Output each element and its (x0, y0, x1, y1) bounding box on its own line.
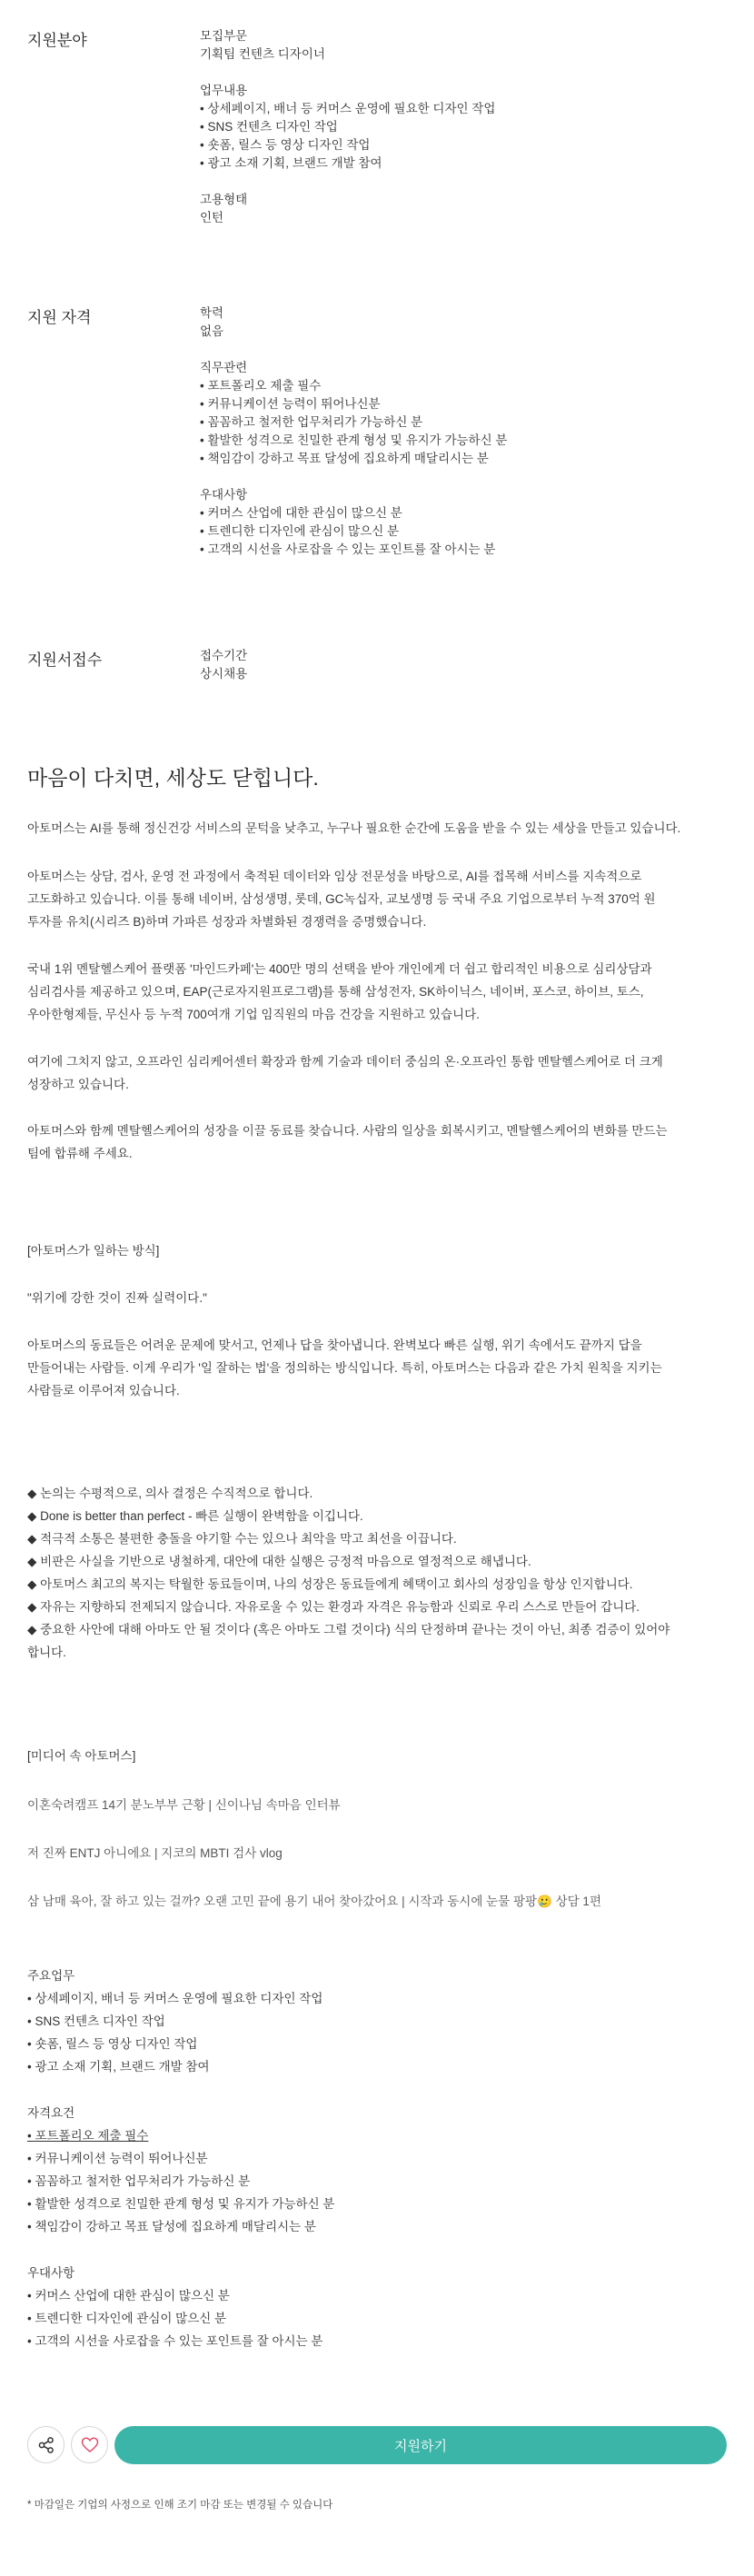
info-body-field (200, 27, 495, 227)
info-line: 우대사항 (200, 488, 248, 502)
media-link[interactable]: 삼 남매 육아, 잘 하고 있는 걸까? 오랜 고민 끝에 용기 내어 찾아갔어요 | 시작과 동시에 눈물 팡팡🥲 상담 1편 (27, 1895, 601, 1908)
share-icon (37, 2436, 55, 2454)
summary-item: • 커뮤니케이션 능력이 뛰어나신분 (27, 2152, 208, 2165)
info-line: • 커뮤니케이션 능력이 뛰어나신분 (200, 397, 381, 411)
info-line: • 숏폼, 릴스 등 영상 디자인 작업 (200, 138, 371, 152)
summary-item: • 트렌디한 디자인에 관심이 많으신 분 (27, 2312, 227, 2325)
summary-item: • 활발한 성격으로 친밀한 관계 형성 및 유지가 가능하신 분 (27, 2197, 335, 2211)
info-line: 접수기간 (200, 649, 248, 662)
info-line: 직무관련 (200, 361, 248, 374)
info-label-application: 지원서접수 (27, 651, 103, 669)
share-button[interactable] (27, 2426, 64, 2463)
info-line: • 꼼꼼하고 철저한 업무처리가 가능하신 분 (200, 415, 423, 429)
principle-item: ◆ 중요한 사안에 대해 아마도 안 될 것이다 (혹은 아마도 그럴 것이다) 식의 단정하며 끝나는 것이 아닌, 최종 검증이 있어야 (27, 1623, 670, 1636)
media-link[interactable]: 저 진짜 ENTJ 아니에요 | 지코의 MBTI 검사 vlog (27, 1846, 283, 1860)
intro-paragraph-line: 고도화하고 있습니다. 이를 통해 네이버, 삼성생명, 롯데, GC녹십자, 교보생명 등 국내 주요 기업으로부터 누적 370억 원 (27, 892, 656, 906)
intro-paragraph-line: 아토머스는 상담, 검사, 운영 전 과정에서 축적된 데이터와 임상 전문성을 바탕으로, AI를 접목해 서비스를 지속적으로 (27, 870, 642, 883)
summary-item: • 상세페이지, 배너 등 커머스 운영에 필요한 디자인 작업 (27, 1992, 323, 2005)
summary-title-duties: 주요업무 (27, 1969, 75, 1983)
principle-item-cont: 합니다. (27, 1646, 66, 1659)
like-button[interactable] (71, 2426, 108, 2463)
info-line: • 커머스 산업에 대한 관심이 많으신 분 (200, 506, 402, 520)
intro-paragraph-line: 여기에 그치지 않고, 오프라인 심리케어센터 확장과 함께 기술과 데이터 중심의 온·오프라인 통합 멘탈헬스케어로 더 크게 (27, 1055, 663, 1069)
summary-item: • 고객의 시선을 사로잡을 수 있는 포인트를 잘 아시는 분 (27, 2334, 323, 2348)
info-label-field: 지원분야 (27, 32, 87, 49)
info-body-application (200, 647, 247, 683)
principle-item: ◆ 적극적 소통은 불편한 충돌을 야기할 수는 있으나 최악을 막고 최선을 이끕니다. (27, 1532, 457, 1546)
info-line: • 광고 소재 기획, 브랜드 개발 참여 (200, 156, 382, 170)
principle-item: ◆ 논의는 수평적으로, 의사 결정은 수직적으로 합니다. (27, 1487, 313, 1500)
page-headline: 마음이 다치면, 세상도 닫힙니다. (27, 766, 319, 790)
principle-item: ◆ Done is better than perfect - 빠른 실행이 완벽함을 이깁니다. (27, 1509, 363, 1523)
intro-paragraph-line: 투자를 유치(시리즈 B)하며 가파른 성장과 차별화된 경쟁력을 증명했습니다. (27, 915, 427, 929)
info-line: 고용형태 (200, 193, 248, 206)
intro-paragraph: 아토머스는 AI를 통해 정신건강 서비스의 문턱을 낮추고, 누구나 필요한 순간에 도움을 받을 수 있는 세상을 만들고 있습니다. (27, 821, 681, 835)
principle-item: ◆ 자유는 지향하되 전제되지 않습니다. 자유로울 수 있는 환경과 자격은 유능함과 신뢰로 우리 스스로 만들어 갑니다. (27, 1600, 640, 1614)
info-line: • SNS 컨텐츠 디자인 작업 (200, 120, 338, 134)
intro-paragraph-line: 우아한형제들, 무신사 등 누적 700여개 기업 임직원의 마음 건강을 지원하고 있습니다. (27, 1008, 480, 1021)
intro-paragraph-line: 아토머스와 함께 멘탈헬스케어의 성장을 이끌 동료를 찾습니다. 사람의 일상을 회복시키고, 멘탈헬스케어의 변화를 만드는 (27, 1124, 668, 1138)
info-line: • 고객의 시선을 사로잡을 수 있는 포인트를 잘 아시는 분 (200, 542, 496, 556)
info-line: 업무내용 (200, 84, 248, 97)
info-line: • 책임감이 강하고 목표 달성에 집요하게 매달리시는 분 (200, 452, 489, 465)
way-quote: "위기에 강한 것이 진짜 실력이다." (27, 1291, 207, 1305)
info-line: 없음 (200, 324, 224, 338)
principle-item: ◆ 아토머스 최고의 복지는 탁월한 동료들이며, 나의 성장은 동료들에게 혜택이고 회사의 성장임을 항상 인지합니다. (27, 1577, 633, 1591)
media-link[interactable]: 이혼숙려캠프 14기 분노부부 근황 | 신이나님 속마음 인터뷰 (27, 1798, 341, 1812)
info-line: • 포트폴리오 제출 필수 (200, 379, 322, 393)
intro-paragraph-line: 성장하고 있습니다. (27, 1078, 129, 1091)
info-line: 인턴 (200, 211, 224, 224)
info-line: 기획팀 컨텐츠 디자이너 (200, 47, 325, 61)
intro-paragraph-line: 팀에 합류해 주세요. (27, 1147, 133, 1160)
way-paragraph-line: 만들어내는 사람들. 이게 우리가 '일 잘하는 법'을 정의하는 방식입니다. 특히, 아토머스는 다음과 같은 가치 원칙을 지키는 (27, 1361, 662, 1375)
apply-button[interactable]: 지원하기 (114, 2426, 727, 2464)
info-line: • 상세페이지, 배너 등 커머스 운영에 필요한 디자인 작업 (200, 102, 496, 115)
info-label-qualification: 지원 자격 (27, 309, 92, 326)
action-bar (27, 2426, 727, 2464)
summary-item: • 책임감이 강하고 목표 달성에 집요하게 매달리시는 분 (27, 2220, 316, 2233)
summary-title-requirements: 자격요건 (27, 2106, 75, 2120)
heart-icon (81, 2436, 99, 2454)
summary-item: • 광고 소재 기획, 브랜드 개발 참여 (27, 2060, 210, 2074)
intro-paragraph-line: 국내 1위 멘탈헬스케어 플랫폼 '마인드카페'는 400만 명의 선택을 받아 개인에게 더 쉽고 합리적인 비용으로 심리상담과 (27, 962, 652, 976)
summary-item: • 꼼꼼하고 철저한 업무처리가 가능하신 분 (27, 2174, 251, 2188)
summary-item: • 커머스 산업에 대한 관심이 많으신 분 (27, 2289, 230, 2302)
info-line: 학력 (200, 306, 224, 320)
summary-item: • SNS 컨텐츠 디자인 작업 (27, 2014, 165, 2028)
info-line: 상시채용 (200, 667, 248, 681)
info-line: • 활발한 성격으로 친밀한 관계 형성 및 유지가 가능하신 분 (200, 433, 508, 447)
way-paragraph-line: 아토머스의 동료들은 어려운 문제에 맞서고, 언제나 답을 찾아냅니다. 완벽보다 빠른 실행, 위기 속에서도 끝까지 답을 (27, 1338, 642, 1352)
summary-item: • 포트폴리오 제출 필수 (27, 2129, 149, 2143)
info-body-qualification (200, 304, 507, 559)
summary-item: • 숏폼, 릴스 등 영상 디자인 작업 (27, 2037, 198, 2051)
section-title-way: [아토머스가 일하는 방식] (27, 1244, 160, 1258)
intro-paragraph-line: 심리검사를 제공하고 있으며, EAP(근로자지원프로그램)를 통해 삼성전자, SK하이닉스, 네이버, 포스코, 하이브, 토스, (27, 985, 644, 999)
info-line: • 트렌디한 디자인에 관심이 많으신 분 (200, 524, 400, 538)
way-paragraph-line: 사람들로 이루어져 있습니다. (27, 1384, 180, 1397)
summary-title-preferred: 우대사항 (27, 2266, 75, 2280)
deadline-footnote: * 마감일은 기업의 사정으로 인해 조기 마감 또는 변경될 수 있습니다 (27, 2500, 333, 2511)
info-line: 모집부문 (200, 29, 248, 43)
section-title-media: [미디어 속 아토머스] (27, 1749, 136, 1763)
principle-item: ◆ 비판은 사실을 기반으로 냉철하게, 대안에 대한 실행은 긍정적 마음으로 열정적으로 해냅니다. (27, 1555, 531, 1568)
